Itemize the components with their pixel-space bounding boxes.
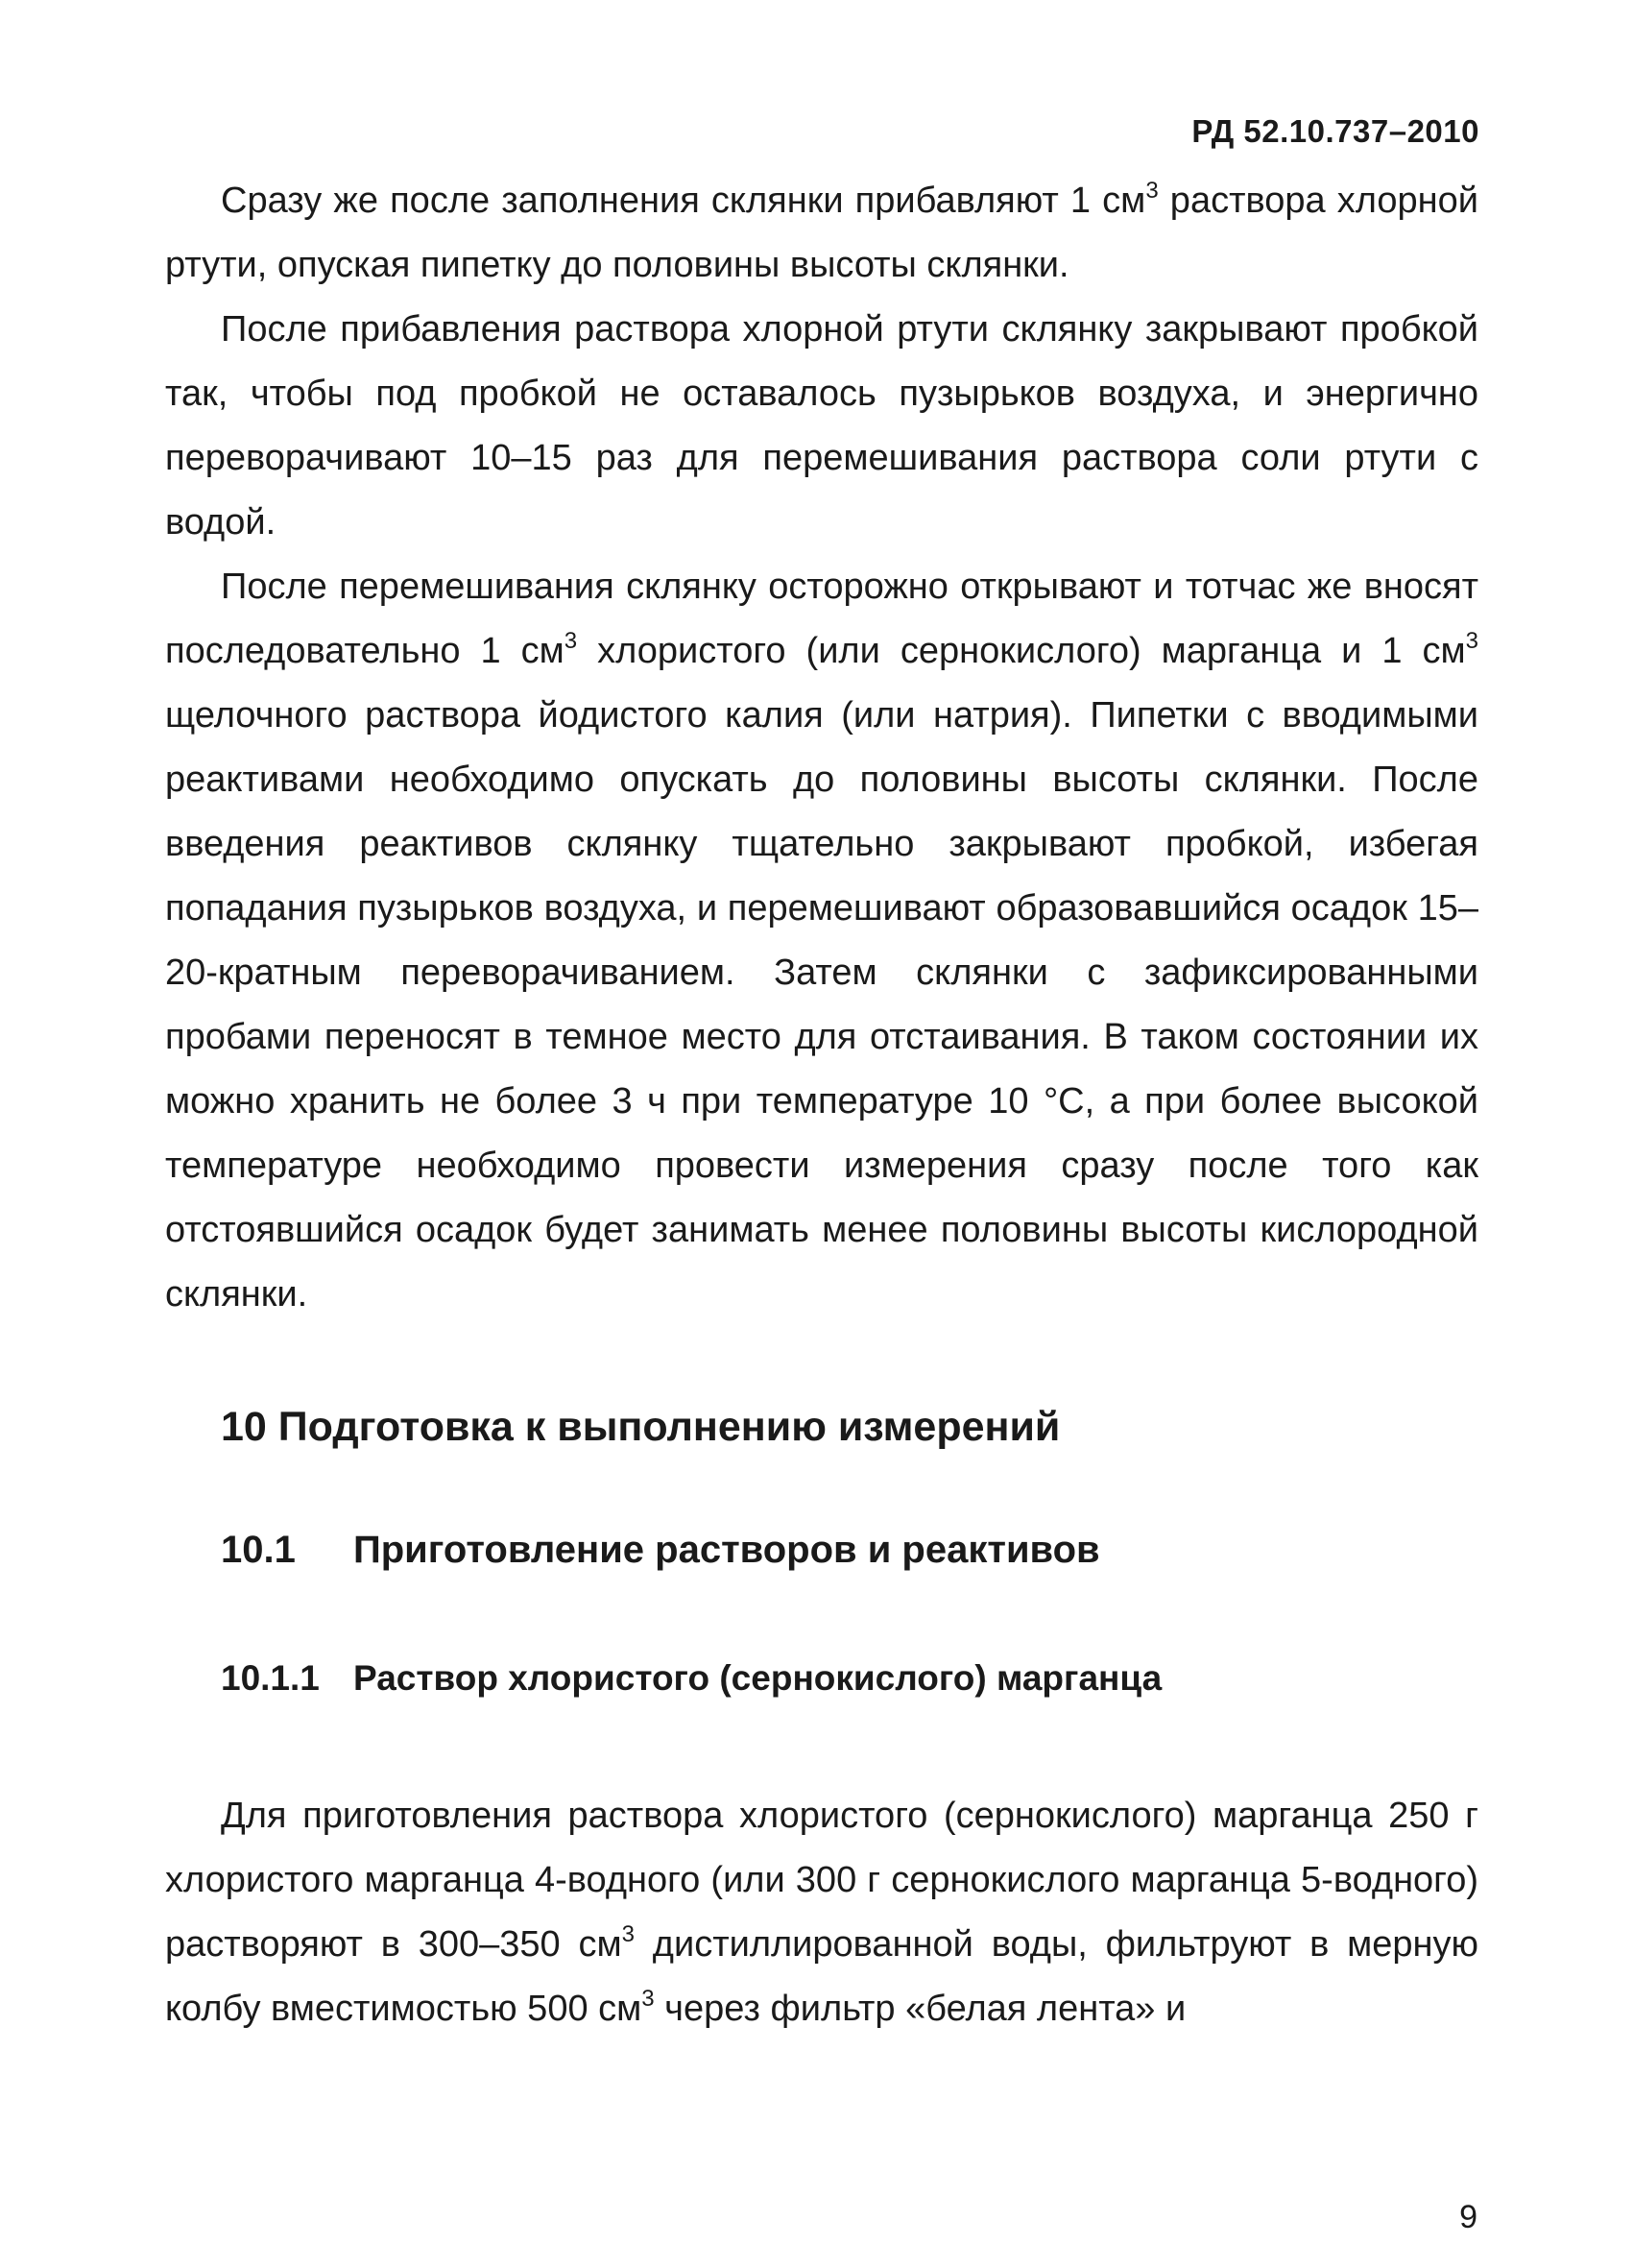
superscript: 3 [564, 628, 578, 654]
subsubsection-heading [165, 1652, 1478, 1705]
subsection-number: 10.1 [221, 1529, 296, 1571]
paragraph-3-text-c: щелочного раствора йодистого калия (или натрия). Пипетки с вводимыми реактивами необходимо опускать до половины высоты склянки. После введения реактивов склянку тщательно закрывают пробкой, избегая попадания пузырьков воздуха, и перемешивают образовавшийся осадок 15–20-кратным переворачиванием. Затем склянки с зафиксированными пробами переносят в темное место для отстаивания. В таком состоянии их можно хранить не более 3 ч при температуре 10 °С, а при более высокой температуре необходимо провести измерения сразу после того как отстоявшийся осадок будет занимать менее половины высоты кислородной склянки. [165, 695, 1478, 1315]
paragraph-4-text-c: через фильтр «белая лента» и [654, 1989, 1187, 2029]
subsection-heading [165, 1521, 1478, 1579]
page-content [165, 169, 1478, 2041]
paragraph-1-text-a: Сразу же после заполнения склянки прибавляют 1 см [221, 181, 1146, 221]
paragraph-4-text-a: Для приготовления раствора хлористого (сернокислого) марганца 250 г хлористого марганца 4-водного (или 300 г сернокислого марганца 5-водного) растворяют в 300–350 см [165, 1796, 1478, 1965]
superscript: 3 [1145, 178, 1159, 204]
superscript: 3 [641, 1986, 655, 2012]
paragraph-2: После прибавления раствора хлорной ртути склянку закрывают пробкой так, чтобы под пробкой не оставалось пузырьков воздуха, и энергично переворачивают 10–15 раз для перемешивания раствора соли ртути с водой. [165, 309, 1478, 543]
superscript: 3 [1465, 628, 1478, 654]
paragraph-3 [165, 555, 1478, 1327]
superscript: 3 [621, 1921, 635, 1947]
section-heading: 10 Подготовка к выполнению измерений [221, 1404, 1061, 1450]
page-number: 9 [1459, 2199, 1477, 2235]
paragraph-1-text-b: раствора хлорной ртути, опуская пипетку до половины высоты склянки. [165, 181, 1478, 285]
subsubsection-number: 10.1.1 [221, 1658, 320, 1698]
subsection-title: Приготовление растворов и реактивов [353, 1529, 1100, 1571]
paragraph-3-text-b: хлористого (или сернокислого) марганца и 1 см [577, 631, 1466, 671]
paragraph-4 [165, 1784, 1478, 2041]
paragraph-4-text-b: дистиллированной воды, фильтруют в мерную колбу вместимостью 500 см [165, 1924, 1478, 2029]
paragraph-1 [165, 169, 1478, 298]
subsubsection-title: Раствор хлористого (сернокислого) марганца [353, 1658, 1163, 1698]
document-code: РД 52.10.737–2010 [1191, 113, 1479, 149]
paragraph-3-text-a: После перемешивания склянку осторожно открывают и тотчас же вносят последовательно 1 см [165, 567, 1478, 671]
